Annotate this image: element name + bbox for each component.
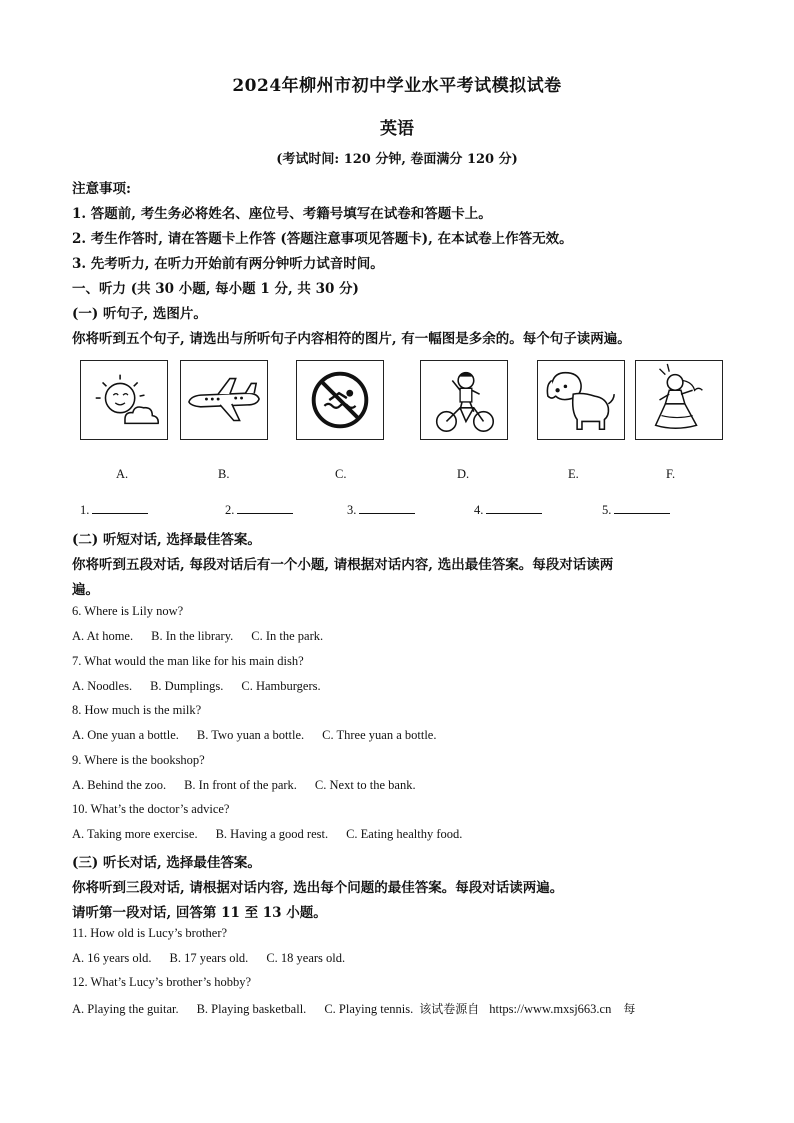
question-8: 8. How much is the milk? [72,703,202,717]
section2-instruction-line2: 遍。 [72,582,99,598]
no-swimming-icon [297,361,383,439]
option-8a[interactable]: A. One yuan a bottle. [72,728,179,742]
dog-icon [538,361,624,439]
option-7c[interactable]: C. Hamburgers. [241,679,321,693]
question-12: 12. What’s Lucy’s brother’s hobby? [72,975,252,989]
picture-d [420,360,508,440]
option-7b[interactable]: B. Dumplings. [150,679,224,693]
section3-instruction: 你将听到三段对话, 请根据对话内容, 选出每个问题的最佳答案。每段对话读两遍。 [72,880,564,896]
exam-time-info: (考试时间: 120 分钟, 卷面满分 120 分) [276,152,518,167]
part1-heading: 一、听力 (共 30 小题, 每小题 1 分, 共 30 分) [72,281,359,297]
picture-label-a: A. [116,467,129,481]
section3-sub-instruction: 请听第一段对话, 回答第 11 至 13 小题。 [72,905,327,921]
note-item-2: 2. 考生作答时, 请在答题卡上作答 (答题注意事项见答题卡), 在本试卷上作答无效。 [72,231,573,247]
section1-instruction: 你将听到五个句子, 请选出与所听句子内容相符的图片, 有一幅图是多余的。每个句子读两遍。 [72,331,631,347]
section2-instruction-line1: 你将听到五段对话, 每段对话后有一个小题, 请根据对话内容, 选出最佳答案。每段对话读两 [72,557,614,573]
option-6b[interactable]: B. In the library. [151,629,234,643]
options-12 [72,1000,635,1017]
option-6c[interactable]: C. In the park. [251,629,324,643]
option-10c[interactable]: C. Eating healthy food. [346,827,463,841]
option-6a[interactable]: A. At home. [72,629,134,643]
question-10: 10. What’s the doctor’s advice? [72,802,230,816]
picture-label-d: D. [457,467,470,481]
options-8 [72,728,454,743]
sun-cloud-icon [81,361,167,439]
option-11b[interactable]: B. 17 years old. [169,951,249,965]
airplane-icon [181,361,267,439]
source-note: 该试卷源自 [419,1002,480,1016]
option-11c[interactable]: C. 18 years old. [266,951,346,965]
answer-blank-2[interactable]: 2. [225,501,293,518]
options-7 [72,679,339,694]
page-title: 2024年柳州市初中学业水平考试模拟试卷 [232,76,562,96]
answer-blank-1[interactable]: 1. [80,501,148,518]
picture-label-f: F. [666,467,676,481]
option-11a[interactable]: A. 16 years old. [72,951,152,965]
option-8b[interactable]: B. Two yuan a bottle. [196,728,305,742]
picture-a [80,360,168,440]
option-8c[interactable]: C. Three yuan a bottle. [322,728,437,742]
answer-blank-3[interactable]: 3. [347,501,415,518]
option-10a[interactable]: A. Taking more exercise. [72,827,198,841]
options-6 [72,629,341,644]
options-10 [72,827,480,842]
section2-title: (二) 听短对话, 选择最佳答案。 [72,532,261,548]
notes-heading: 注意事项: [72,181,131,197]
picture-f [635,360,723,440]
question-7: 7. What would the man like for his main dish? [72,654,304,668]
question-11: 11. How old is Lucy’s brother? [72,926,228,940]
option-12a[interactable]: A. Playing the guitar. [72,1002,179,1016]
subject-title: 英语 [380,119,414,139]
picture-b [180,360,268,440]
source-link[interactable]: https://www.mxsj663.cn [489,1002,612,1016]
picture-label-c: C. [335,467,347,481]
option-7a[interactable]: A. Noodles. [72,679,133,693]
picture-c [296,360,384,440]
boy-cycling-icon [421,361,507,439]
picture-e [537,360,625,440]
option-12b[interactable]: B. Playing basketball. [196,1002,307,1016]
note-item-1: 1. 答题前, 考生务必将姓名、座位号、考籍号填写在试卷和答题卡上。 [72,206,492,222]
option-9b[interactable]: B. In front of the park. [184,778,297,792]
option-9c[interactable]: C. Next to the bank. [314,778,416,792]
answer-blank-4[interactable]: 4. [474,501,542,518]
picture-label-b: B. [218,467,230,481]
answer-blank-5[interactable]: 5. [602,501,670,518]
options-11 [72,951,363,966]
section3-title: (三) 听长对话, 选择最佳答案。 [72,855,261,871]
picture-label-e: E. [568,467,579,481]
option-9a[interactable]: A. Behind the zoo. [72,778,167,792]
girl-dancing-icon [636,361,722,439]
section1-title: (一) 听句子, 选图片。 [72,306,207,322]
option-12c[interactable]: C. Playing tennis. [324,1002,414,1016]
source-tail: 每 [623,1002,636,1016]
note-item-3: 3. 先考听力, 在听力开始前有两分钟听力试音时间。 [72,256,384,272]
question-6: 6. Where is Lily now? [72,604,184,618]
question-9: 9. Where is the bookshop? [72,753,205,767]
option-10b[interactable]: B. Having a good rest. [215,827,329,841]
options-9 [72,778,434,793]
